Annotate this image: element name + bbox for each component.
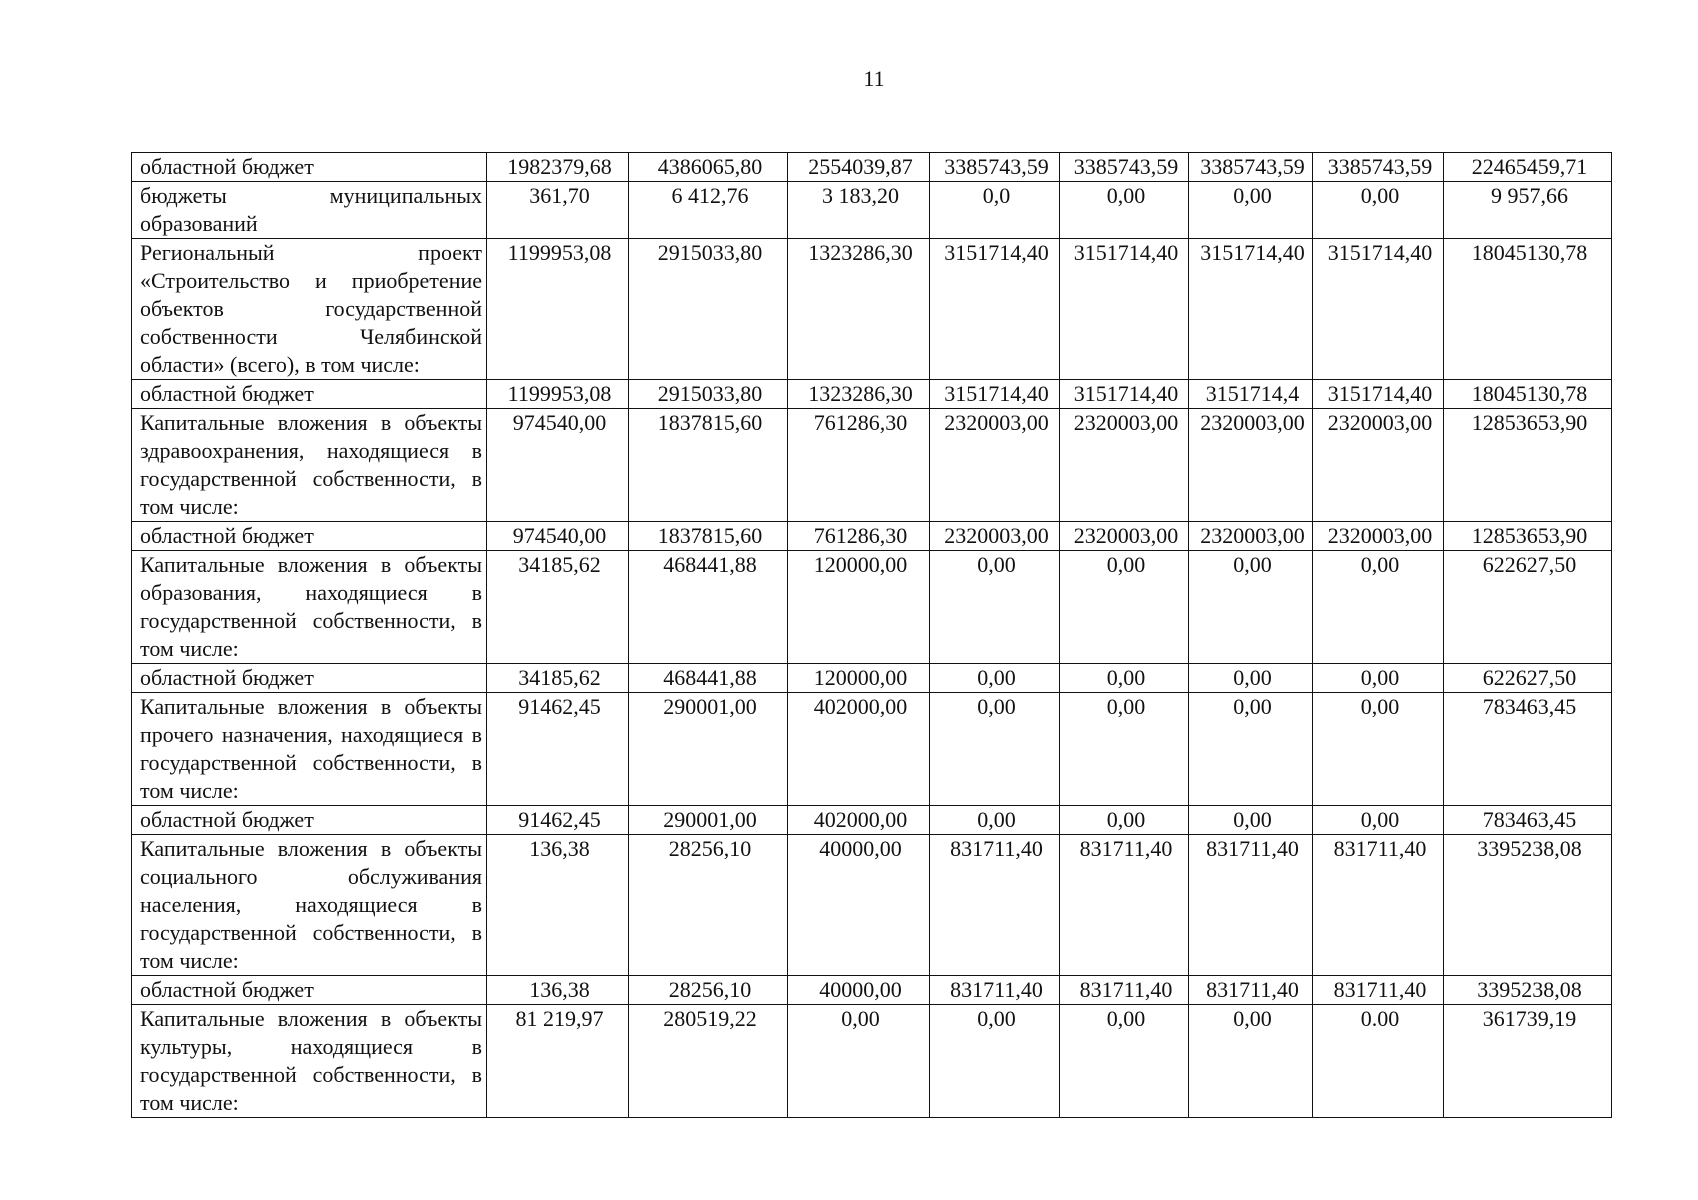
value-cell: 0,00: [930, 664, 1060, 693]
value-cell: 0,00: [1060, 664, 1189, 693]
value-cell: 0,00: [930, 806, 1060, 835]
budget-table-body: [132, 153, 1612, 1118]
value-cell: 1982379,68: [487, 153, 629, 182]
value-cell: 761286,30: [788, 409, 930, 522]
value-cell: 28256,10: [629, 976, 788, 1005]
value-cell: 3151714,40: [1313, 380, 1444, 409]
table-row: [132, 664, 1612, 693]
value-cell: 136,38: [487, 835, 629, 976]
value-cell: 468441,88: [629, 551, 788, 664]
value-cell: 1323286,30: [788, 239, 930, 380]
value-cell: 290001,00: [629, 693, 788, 806]
row-label: Региональный проект «Строительство и приобретение объектов государственной собственности Челябинской области» (всего), в том числе:: [132, 239, 487, 380]
value-cell: 831711,40: [1189, 976, 1313, 1005]
value-cell: 361,70: [487, 182, 629, 239]
value-cell: 2320003,00: [1313, 522, 1444, 551]
page-number: 11: [863, 66, 885, 91]
table-row: [132, 380, 1612, 409]
value-cell: 0,00: [1313, 693, 1444, 806]
total-cell: 18045130,78: [1444, 380, 1612, 409]
value-cell: 3151714,40: [1189, 239, 1313, 380]
value-cell: 0,00: [1313, 551, 1444, 664]
value-cell: 81 219,97: [487, 1005, 629, 1118]
table-row: [132, 153, 1612, 182]
total-cell: 12853653,90: [1444, 409, 1612, 522]
row-label: Капитальные вложения в объекты здравоохранения, находящиеся в государственной собственности, в том числе:: [132, 409, 487, 522]
value-cell: 3385743,59: [1313, 153, 1444, 182]
table-row: [132, 409, 1612, 522]
value-cell: 1199953,08: [487, 380, 629, 409]
value-cell: 2554039,87: [788, 153, 930, 182]
value-cell: 0.00: [1313, 1005, 1444, 1118]
value-cell: 3385743,59: [1060, 153, 1189, 182]
value-cell: 91462,45: [487, 693, 629, 806]
value-cell: 831711,40: [930, 835, 1060, 976]
budget-table: [131, 152, 1612, 1118]
row-label: областной бюджет: [132, 380, 487, 409]
value-cell: 0,00: [788, 1005, 930, 1118]
value-cell: 2320003,00: [1189, 409, 1313, 522]
row-label: областной бюджет: [132, 522, 487, 551]
total-cell: 783463,45: [1444, 693, 1612, 806]
value-cell: 831711,40: [1313, 835, 1444, 976]
value-cell: 34185,62: [487, 551, 629, 664]
value-cell: 3151714,40: [1313, 239, 1444, 380]
value-cell: 120000,00: [788, 551, 930, 664]
value-cell: 1199953,08: [487, 239, 629, 380]
total-cell: 783463,45: [1444, 806, 1612, 835]
value-cell: 974540,00: [487, 409, 629, 522]
value-cell: 0,00: [1060, 182, 1189, 239]
total-cell: 18045130,78: [1444, 239, 1612, 380]
value-cell: 3151714,40: [930, 239, 1060, 380]
value-cell: 2915033,80: [629, 239, 788, 380]
value-cell: 831711,40: [930, 976, 1060, 1005]
value-cell: 3151714,40: [930, 380, 1060, 409]
value-cell: 2320003,00: [1313, 409, 1444, 522]
value-cell: 28256,10: [629, 835, 788, 976]
value-cell: 2320003,00: [1060, 522, 1189, 551]
value-cell: 136,38: [487, 976, 629, 1005]
value-cell: 3151714,40: [1060, 380, 1189, 409]
row-label: областной бюджет: [132, 806, 487, 835]
row-label: Капитальные вложения в объекты социального обслуживания населения, находящиеся в государственной собственности, в том числе:: [132, 835, 487, 976]
value-cell: 0,00: [1189, 551, 1313, 664]
value-cell: 91462,45: [487, 806, 629, 835]
value-cell: 831711,40: [1189, 835, 1313, 976]
row-label: Капитальные вложения в объекты прочего назначения, находящиеся в государственной собственности, в том числе:: [132, 693, 487, 806]
value-cell: 0,00: [1313, 182, 1444, 239]
total-cell: 22465459,71: [1444, 153, 1612, 182]
value-cell: 831711,40: [1060, 835, 1189, 976]
total-cell: 622627,50: [1444, 664, 1612, 693]
value-cell: 0,00: [1060, 1005, 1189, 1118]
value-cell: 3 183,20: [788, 182, 930, 239]
value-cell: 3151714,40: [1060, 239, 1189, 380]
table-row: [132, 976, 1612, 1005]
value-cell: 40000,00: [788, 976, 930, 1005]
value-cell: 0,00: [1313, 664, 1444, 693]
value-cell: 2320003,00: [930, 522, 1060, 551]
value-cell: 974540,00: [487, 522, 629, 551]
value-cell: 1323286,30: [788, 380, 930, 409]
row-label: областной бюджет: [132, 664, 487, 693]
value-cell: 402000,00: [788, 806, 930, 835]
value-cell: 40000,00: [788, 835, 930, 976]
row-label: областной бюджет: [132, 153, 487, 182]
value-cell: 0,00: [1060, 806, 1189, 835]
table-row: [132, 806, 1612, 835]
row-label: Капитальные вложения в объекты образования, находящиеся в государственной собственности, в том числе:: [132, 551, 487, 664]
value-cell: 2320003,00: [1189, 522, 1313, 551]
value-cell: 2320003,00: [930, 409, 1060, 522]
total-cell: 9 957,66: [1444, 182, 1612, 239]
table-row: [132, 522, 1612, 551]
value-cell: 1837815,60: [629, 409, 788, 522]
value-cell: 3385743,59: [1189, 153, 1313, 182]
table-row: [132, 1005, 1612, 1118]
total-cell: 622627,50: [1444, 551, 1612, 664]
value-cell: 0,00: [930, 1005, 1060, 1118]
value-cell: 468441,88: [629, 664, 788, 693]
value-cell: 290001,00: [629, 806, 788, 835]
total-cell: 12853653,90: [1444, 522, 1612, 551]
table-row: [132, 182, 1612, 239]
value-cell: 831711,40: [1313, 976, 1444, 1005]
value-cell: 6 412,76: [629, 182, 788, 239]
value-cell: 2320003,00: [1060, 409, 1189, 522]
value-cell: 0,00: [1189, 664, 1313, 693]
value-cell: 4386065,80: [629, 153, 788, 182]
total-cell: 361739,19: [1444, 1005, 1612, 1118]
value-cell: 34185,62: [487, 664, 629, 693]
table-row: [132, 239, 1612, 380]
value-cell: 831711,40: [1060, 976, 1189, 1005]
value-cell: 0,00: [930, 551, 1060, 664]
value-cell: 1837815,60: [629, 522, 788, 551]
table-row: [132, 693, 1612, 806]
value-cell: 0,00: [1189, 806, 1313, 835]
value-cell: 0,00: [1060, 551, 1189, 664]
table-row: [132, 551, 1612, 664]
value-cell: 0,00: [930, 693, 1060, 806]
table-row: [132, 835, 1612, 976]
total-cell: 3395238,08: [1444, 835, 1612, 976]
row-label: Капитальные вложения в объекты культуры, находящиеся в государственной собственности, в том числе:: [132, 1005, 487, 1118]
value-cell: 0,0: [930, 182, 1060, 239]
value-cell: 3151714,4: [1189, 380, 1313, 409]
value-cell: 761286,30: [788, 522, 930, 551]
total-cell: 3395238,08: [1444, 976, 1612, 1005]
value-cell: 0,00: [1189, 182, 1313, 239]
value-cell: 3385743,59: [930, 153, 1060, 182]
row-label: областной бюджет: [132, 976, 487, 1005]
value-cell: 2915033,80: [629, 380, 788, 409]
value-cell: 0,00: [1060, 693, 1189, 806]
value-cell: 120000,00: [788, 664, 930, 693]
value-cell: 0,00: [1189, 1005, 1313, 1118]
value-cell: 0,00: [1189, 693, 1313, 806]
value-cell: 402000,00: [788, 693, 930, 806]
value-cell: 280519,22: [629, 1005, 788, 1118]
row-label: бюджеты муниципальных образований: [132, 182, 487, 239]
value-cell: 0,00: [1313, 806, 1444, 835]
